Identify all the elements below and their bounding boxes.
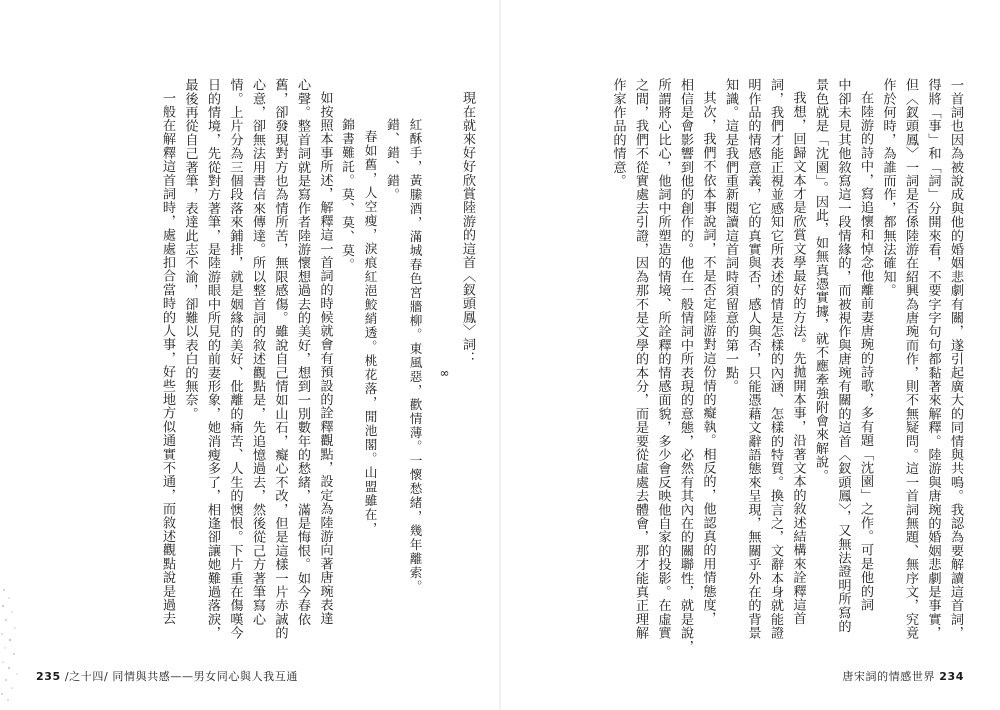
poem-line: 錯、錯、錯。 bbox=[385, 118, 400, 202]
text-line: 知識。這是我們重新閱讀這首詞時須留意的第一點。 bbox=[723, 78, 738, 394]
text-line: 情。上片分為三個段落來鋪排，就是姻緣的美好、仳離的痛苦、人生的懊恨。下片重在傷嘆今 bbox=[227, 78, 243, 640]
right-page-body bbox=[606, 78, 966, 654]
text-line: 其次，我們不依本事說詞，不是否定陸游對這份情的癡執。相反的，他認真的用情態度， bbox=[700, 91, 716, 626]
text-line: 之間，我們不從實處去引證，因為那不是文學的本分，而是要從虛處去體會，那才能真正理解 bbox=[633, 78, 648, 640]
left-page-footer bbox=[36, 668, 298, 684]
text-line: 明作品的情感意義，它的真實與否，感人與否，只能憑藉文辭語態來呈現，無關乎外在的背景 bbox=[745, 78, 761, 640]
poem-line: 錦書難託。莫、莫、莫。 bbox=[340, 118, 355, 272]
left-page-body bbox=[156, 78, 479, 638]
text-line: 一般在解釋這首詞時，處處扣合當時的人事，好些地方似通實不通，而敘述觀點說是過去 bbox=[160, 91, 175, 626]
page-number: 234 bbox=[939, 670, 964, 683]
text-line: 所謂將心比心，他詞中所塑造的情境、所詮釋的情感面貌，多少會反映他自家的投影。在虛實 bbox=[655, 78, 671, 640]
text-line: 但〈釵頭鳳〉一詞是否係陸游在紹興為唐琬而作，則不無疑問。這一首詞無題、無序文，究竟 bbox=[903, 78, 918, 640]
text-line: 中卻未見其他敘寫這一段情緣的，而被視作與唐琬有關的這首〈釵頭鳳〉，又無法證明所寫的 bbox=[835, 78, 851, 634]
page-corner-decoration bbox=[0, 570, 30, 710]
text-line: 心聲。整首詞就是寫作者陸游懷想過去的美好，想到一別數年的愁緒，滿是悔恨。如今春依 bbox=[295, 78, 310, 626]
text-line: 景色就是「沈園」。因此，如無真憑實據，就不應牽強附會來解說。 bbox=[813, 78, 828, 483]
text-line: 如按照本事所述，解釋這一首詞的時候就會有預設的詮釋觀點，設定為陸游向著唐琬表達 bbox=[317, 91, 333, 626]
text-line: 最後再從自己著筆，表達此志不渝，卻難以表白的無奈。 bbox=[182, 78, 198, 421]
text-line: 得將「事」和「詞」分開來看，不要字字句句都黏著來解釋。陸游與唐琬的婚姻悲劇是事實， bbox=[925, 78, 941, 640]
poem-line: 春如舊，人空瘦，淚痕紅浥鮫綃透。桃花落，閒池閣。山盟雖在， bbox=[362, 130, 378, 536]
text-line: 心意，卻無法用書信來傳達。所以整首詞的敘述觀點是，先追憶過去，然後從己方著筆寫心 bbox=[250, 78, 265, 626]
running-title: 唐宋詞的情感世界 bbox=[842, 670, 936, 683]
text-line: 我想，回歸文本才是欣賞文學最好的方法。先拋開本事，沿著文本的敘述結構來詮釋這首 bbox=[790, 91, 806, 626]
text-line: 作家作品的情意。 bbox=[610, 78, 626, 188]
text-line: 在陸游的詩中，寫追懷和悼念他離前妻唐琬的詩歌，多有題「沈園」之作。可是他的詞 bbox=[858, 91, 873, 612]
text-line: 一首詞也因為被說成與他的婚姻悲劇有關，遂引起廣大的同情與共鳴。我認為要解讀這首詞， bbox=[948, 78, 963, 640]
poem-intro: 現在就來好好欣賞陸游的這首〈釵頭鳳〉詞： bbox=[460, 91, 475, 366]
text-line: 日的情境，先從對方著筆，是陸游眼中所見的前妻形象，她消瘦多了，相逢卻讓她難過落淚， bbox=[205, 78, 220, 640]
poem-line: 紅酥手，黃縢酒，滿城春色宮牆柳。東風惡，歡情薄。一懷愁緒，幾年離索。 bbox=[407, 118, 423, 594]
section-separator: ∞ bbox=[437, 365, 452, 381]
running-title: /之十四/ 同情與共感——男女同心與人我互通 bbox=[64, 670, 298, 683]
text-line: 舊，卻發現對方也為情所苦，無限感傷。雖說自己情如山石，癡心不改，但是這樣一片赤誠的 bbox=[272, 78, 288, 640]
text-line: 詞，我們才能正視並感知它所表述的情是怎樣的內涵、怎樣的特質。換言之，文辭本身就能證 bbox=[768, 78, 783, 640]
text-line: 相信是會影響到他的創作的。他在一般情詞中所表現的意態，必然有其內在的關聯性，就是說， bbox=[678, 78, 693, 654]
right-page-footer bbox=[842, 668, 964, 684]
text-line: 作於何時，為誰而作，都無法確知。 bbox=[880, 78, 896, 298]
right-page bbox=[500, 0, 1000, 710]
page-number: 235 bbox=[36, 670, 61, 683]
